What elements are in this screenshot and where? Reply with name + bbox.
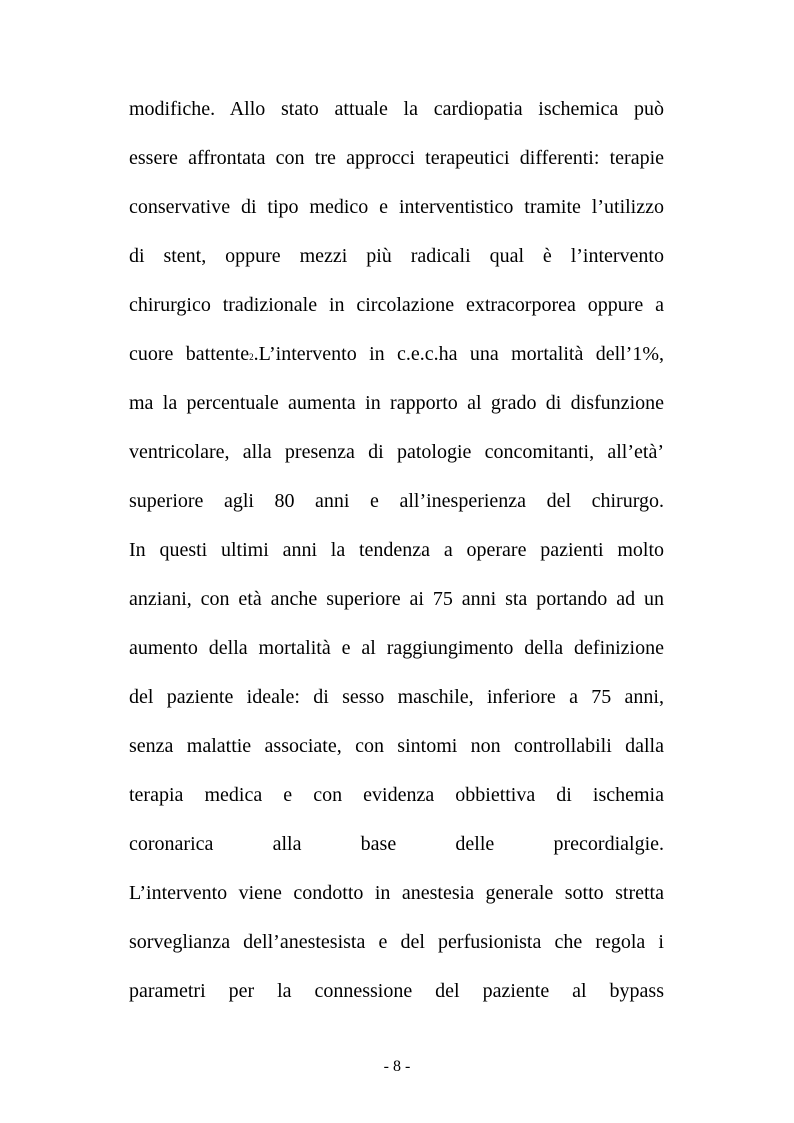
text-line: conservative di tipo medico e interventistico tramite l’utilizzo (129, 196, 664, 218)
text-line: anziani, con età anche superiore ai 75 anni sta portando ad un (129, 588, 664, 610)
text-segment: cuore battente (129, 343, 250, 365)
text-line: chirurgico tradizionale in circolazione extracorporea oppure a (129, 294, 664, 316)
page-number: - 8 - (383, 1058, 411, 1075)
text-line-with-footnote (129, 338, 664, 387)
text-line: di stent, oppure mezzi più radicali qual è l’intervento (129, 245, 664, 267)
text-line: ma la percentuale aumenta in rapporto al grado di disfunzione (129, 392, 664, 414)
text-line: terapia medica e con evidenza obbiettiva di ischemia (129, 784, 664, 806)
text-segment: .L’intervento in c.e.c.ha una mortalità dell’1%, (253, 343, 665, 365)
text-line: coronarica alla base delle precordialgie. (129, 833, 664, 855)
text-line: del paziente ideale: di sesso maschile, inferiore a 75 anni, (129, 686, 664, 708)
text-line: parametri per la connessione del paziente al bypass (129, 980, 664, 1002)
text-line: sorveglianza dell’anestesista e del perfusionista che regola i (129, 931, 664, 953)
text-line: ventricolare, alla presenza di patologie concomitanti, all’età’ (129, 441, 664, 463)
text-line: senza malattie associate, con sintomi non controllabili dalla (129, 735, 664, 757)
text-line: aumento della mortalità e al raggiungimento della definizione (129, 637, 664, 659)
text-line: L’intervento viene condotto in anestesia generale sotto stretta (129, 882, 664, 904)
text-line: essere affrontata con tre approcci terapeutici differenti: terapie (129, 147, 664, 169)
text-line: In questi ultimi anni la tendenza a operare pazienti molto (129, 539, 664, 561)
text-line: modifiche. Allo stato attuale la cardiopatia ischemica può (129, 98, 664, 120)
body-text (129, 93, 664, 1024)
footnote-reference: 2 (249, 352, 254, 362)
text-line: superiore agli 80 anni e all’inesperienza del chirurgo. (129, 490, 664, 512)
